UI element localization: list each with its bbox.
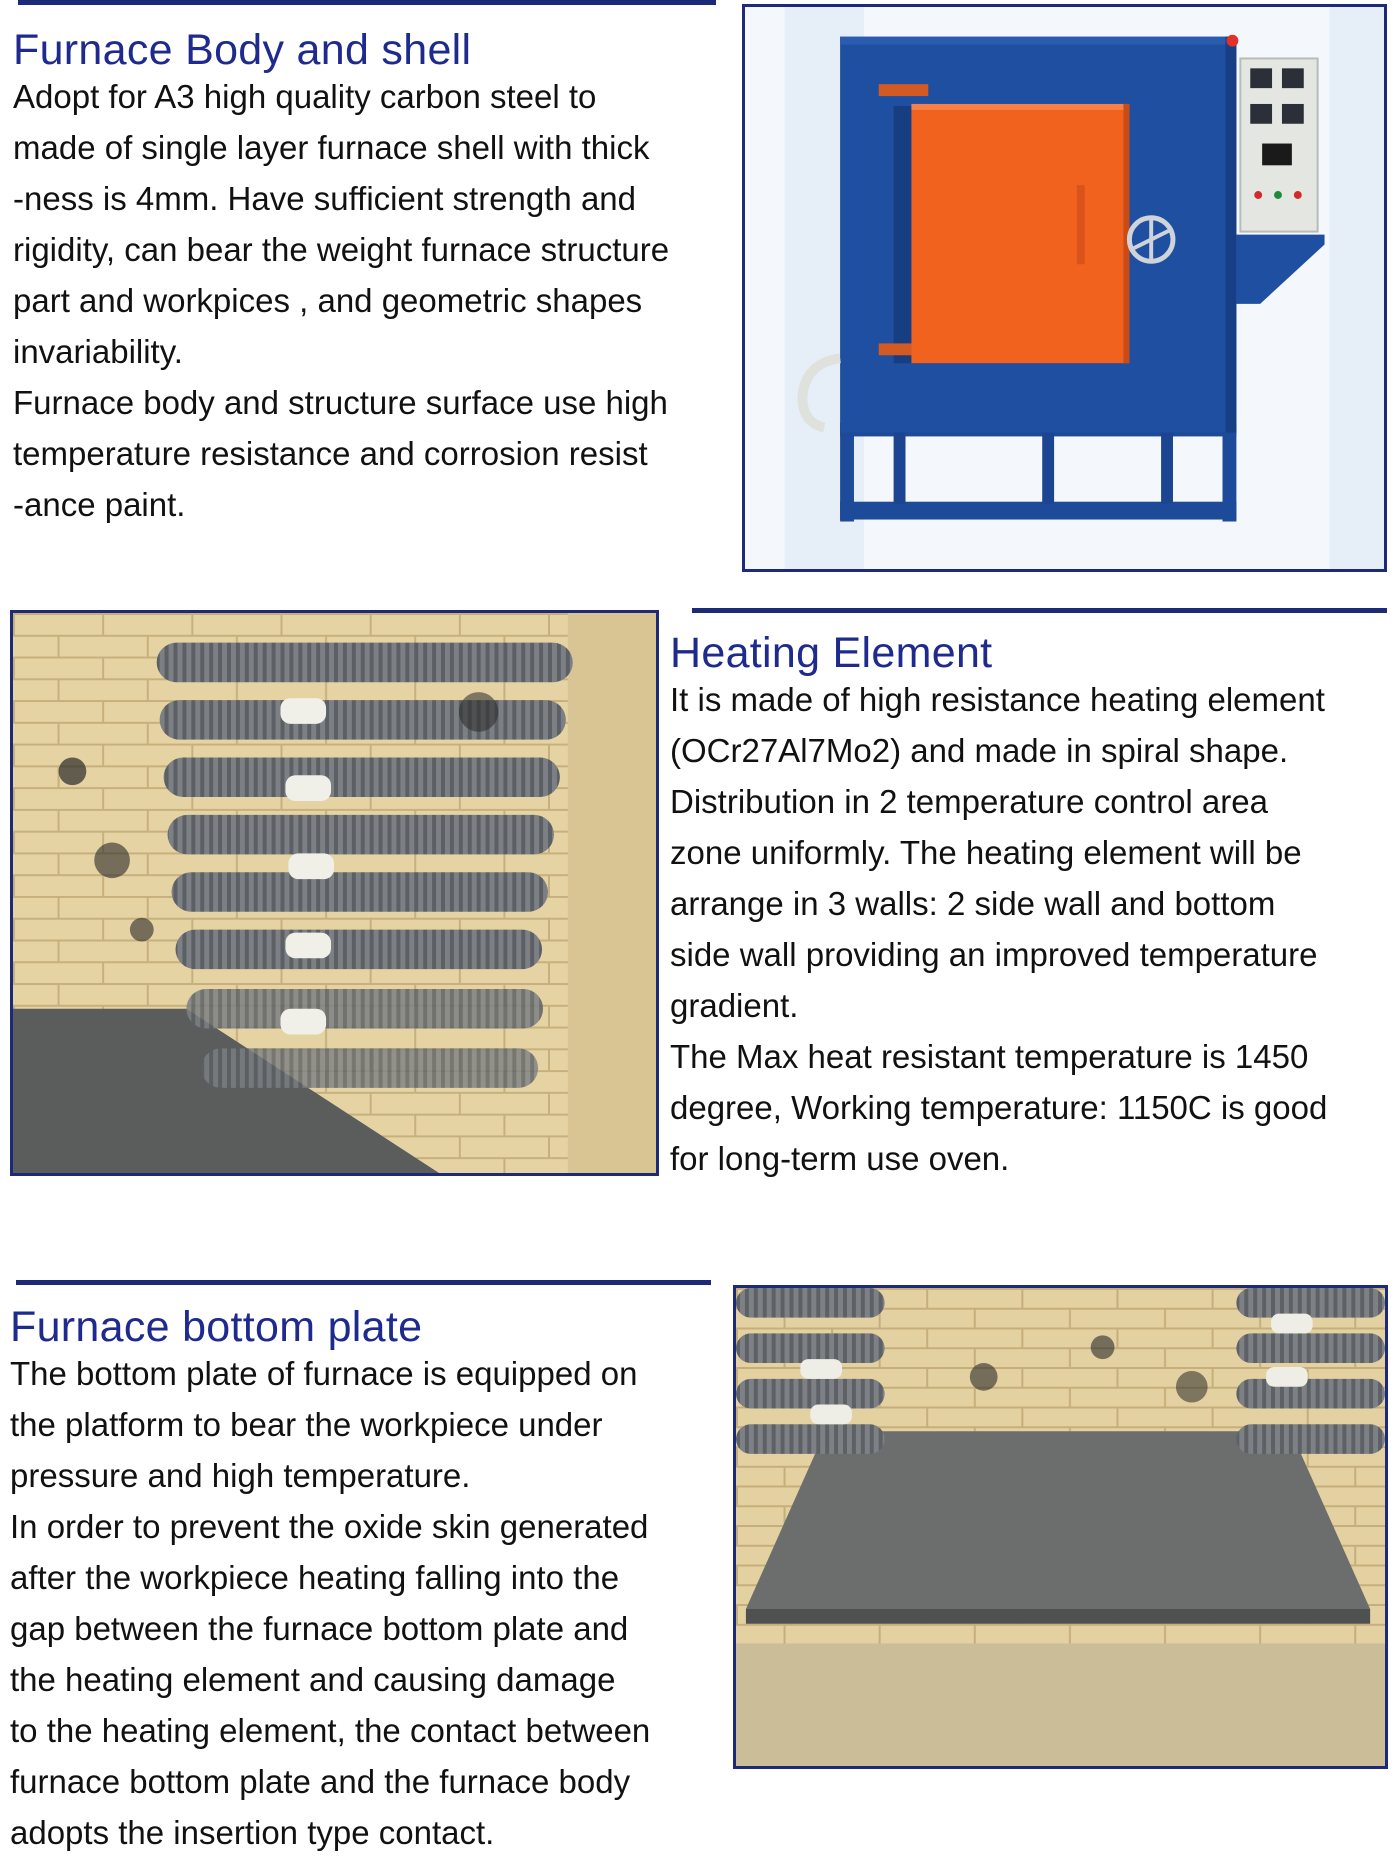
section-text-bottom-plate <box>10 1348 650 1858</box>
section-rule-bottom-plate <box>16 1280 711 1285</box>
text-line: adopts the insertion type contact. <box>10 1814 495 1851</box>
text-line: to the heating element, the contact between <box>10 1712 651 1749</box>
section-heading-heating-element: Heating Element <box>670 629 993 677</box>
text-line: The Max heat resistant temperature is 1450 <box>670 1038 1309 1075</box>
text-line: In order to prevent the oxide skin generated <box>10 1508 649 1545</box>
text-line: -ness is 4mm. Have sufficient strength and <box>13 180 637 217</box>
section-heading-bottom-plate: Furnace bottom plate <box>10 1303 423 1351</box>
text-line: degree, Working temperature: 1150C is good <box>670 1089 1328 1126</box>
text-line: pressure and high temperature. <box>10 1457 471 1494</box>
text-line: rigidity, can bear the weight furnace structure <box>13 231 670 268</box>
section-text-heating-element <box>670 674 1327 1184</box>
text-line: gap between the furnace bottom plate and <box>10 1610 629 1647</box>
section-heading-furnace-body: Furnace Body and shell <box>13 26 472 74</box>
text-line: temperature resistance and corrosion resist <box>13 435 648 472</box>
furnace-exterior-photo <box>742 4 1387 572</box>
text-line: furnace bottom plate and the furnace body <box>10 1763 631 1800</box>
text-line: side wall providing an improved temperature <box>670 936 1318 973</box>
bottom-plate-photo <box>733 1285 1388 1769</box>
text-line: made of single layer furnace shell with thick <box>13 129 650 166</box>
text-line: the platform to bear the workpiece under <box>10 1406 603 1443</box>
text-line: invariability. <box>13 333 183 370</box>
text-line: zone uniformly. The heating element will be <box>670 834 1302 871</box>
text-line: the heating element and causing damage <box>10 1661 616 1698</box>
section-rule-top <box>18 0 716 5</box>
heating-element-photo <box>10 610 659 1176</box>
text-line: Furnace body and structure surface use high <box>13 384 668 421</box>
text-line: The bottom plate of furnace is equipped on <box>10 1355 638 1392</box>
text-line: It is made of high resistance heating element <box>670 681 1325 718</box>
text-line: for long-term use oven. <box>670 1140 1010 1177</box>
text-line: (OCr27Al7Mo2) and made in spiral shape. <box>670 732 1289 769</box>
text-line: gradient. <box>670 987 799 1024</box>
text-line: after the workpiece heating falling into the <box>10 1559 620 1596</box>
text-line: Adopt for A3 high quality carbon steel to <box>13 78 597 115</box>
text-line: part and workpices , and geometric shapes <box>13 282 643 319</box>
section-text-furnace-body <box>13 71 669 530</box>
text-line: arrange in 3 walls: 2 side wall and bottom <box>670 885 1276 922</box>
text-line: -ance paint. <box>13 486 186 523</box>
text-line: Distribution in 2 temperature control area <box>670 783 1268 820</box>
section-rule-heating <box>692 608 1387 613</box>
